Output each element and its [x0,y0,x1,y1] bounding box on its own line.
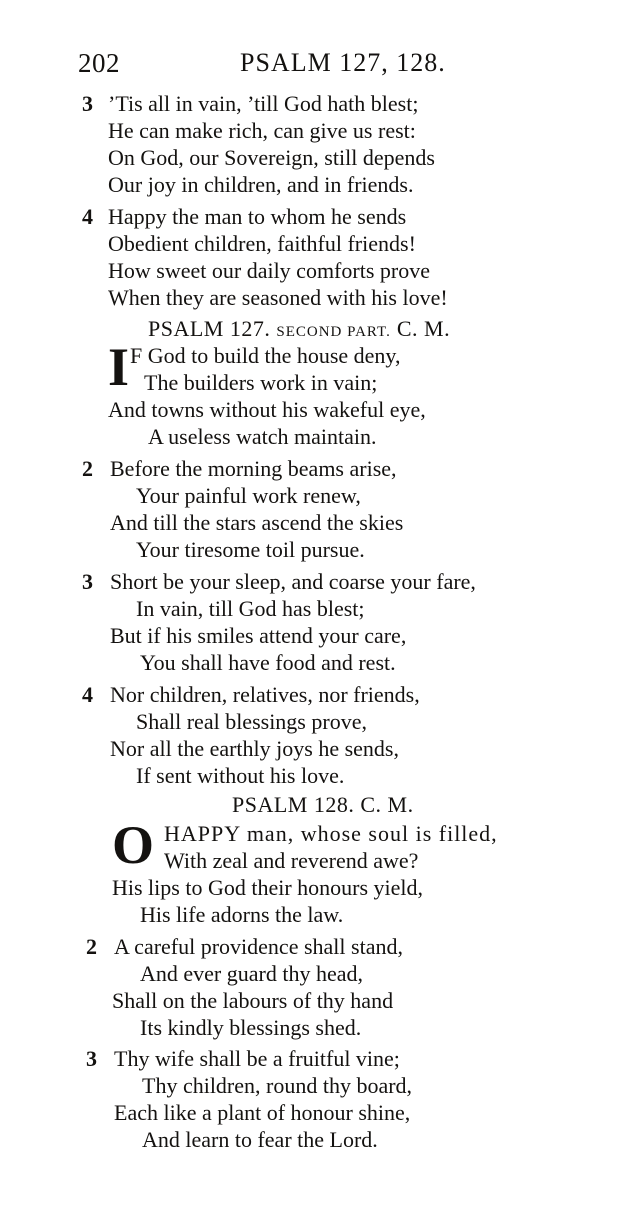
verse-line: But if his smiles attend your care, [110,623,407,648]
verse-line: With zeal and reverend awe? [164,848,419,873]
stanza-number: 3 [86,1046,97,1071]
verse-line: Each like a plant of honour shine, [114,1100,411,1125]
verse-line: His lips to God their honours yield, [112,875,424,900]
verse-line: A careful providence shall stand, [114,934,403,959]
stanza-number: 3 [82,569,93,594]
psalm-heading [232,792,414,818]
stanza-number: 3 [82,91,93,116]
verse-line: If sent without his love. [136,763,345,788]
verse-line: HAPPY man, whose soul is filled, [164,821,498,846]
verse-line: Our joy in children, and in friends. [108,172,414,197]
verse-line: When they are seasoned with his love! [108,285,448,310]
running-title: PSALM 127, 128. [240,48,446,77]
verse-line: Its kindly blessings shed. [140,1015,362,1040]
verse-line: Nor children, relatives, nor friends, [110,682,420,707]
drop-cap: O [112,815,155,875]
psalm-title: PSALM 127. [148,316,271,341]
verse-line: The builders work in vain; [144,370,378,395]
stanza-number: 2 [82,456,93,481]
verse-line: You shall have food and rest. [140,650,396,675]
verse-line: Before the morning beams arise, [110,456,397,481]
psalm-meter: C. M. [396,316,451,341]
verse-line: In vain, till God has blest; [136,596,365,621]
verse-line: And towns without his wakeful eye, [108,397,426,422]
verse-line: Your painful work renew, [136,483,361,508]
verse-line: And till the stars ascend the skies [110,510,404,535]
verse-line: How sweet our daily comforts prove [108,258,430,283]
verse-line: Your tiresome toil pursue. [136,537,365,562]
psalm-heading [148,316,450,345]
stanza-number: 2 [86,934,97,959]
psalm-meter: C. M. [360,792,414,817]
verse-line: Shall on the labours of thy hand [112,988,394,1013]
page-header [78,48,458,82]
verse-line: Happy the man to whom he sends [108,204,407,229]
psalm-title: PSALM 128. [232,792,355,817]
verse-line: His life adorns the law. [140,902,344,927]
verse-line: Thy wife shall be a fruitful vine; [114,1046,400,1071]
verse-line: Short be your sleep, and coarse your fare, [110,569,476,594]
page-number: 202 [78,48,120,78]
verse-line: Nor all the earthly joys he sends, [110,736,399,761]
verse-line: A useless watch maintain. [148,424,377,449]
verse-line: And learn to fear the Lord. [142,1127,378,1152]
psalm-part: SECOND PART. [276,324,391,340]
verse-line: And ever guard thy head, [140,961,363,986]
verse-line: ’Tis all in vain, ’till God hath blest; [108,91,419,116]
verse-line: Shall real blessings prove, [136,709,367,734]
stanza-number: 4 [82,204,93,229]
verse-line: Thy children, round thy board, [142,1073,413,1098]
verse-line: He can make rich, can give us rest: [108,118,416,143]
verse-line: On God, our Sovereign, still depends [108,145,435,170]
stanza-number: 4 [82,682,93,707]
verse-line: F God to build the house deny, [130,343,401,368]
verse-line: Obedient children, faithful friends! [108,231,416,256]
drop-cap: I [108,337,130,397]
